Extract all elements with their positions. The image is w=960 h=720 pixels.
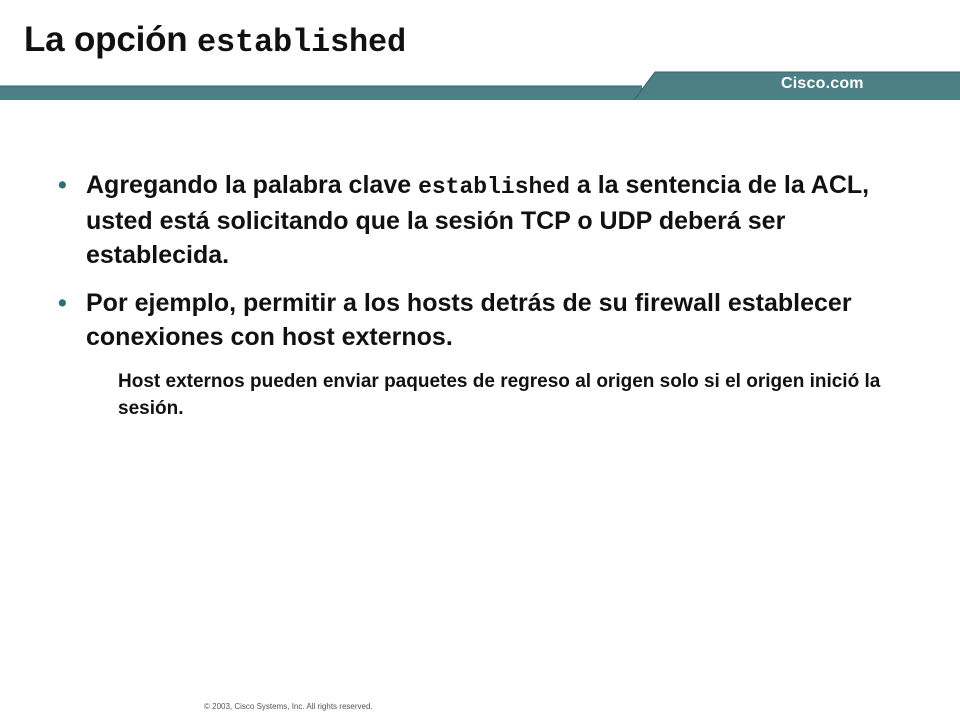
bullet-text-cont: a la sentencia de la ACL, usted está solicitando que la sesión TCP o UDP deberá ser establecida. <box>86 171 870 269</box>
title-code: established <box>197 24 407 61</box>
bullet-item <box>56 168 916 272</box>
sub-point-text: Host externos pueden enviar paquetes de regreso al origen solo si el origen inició la sesión. <box>118 371 881 419</box>
brand-logo-text: Cisco.com <box>781 75 864 92</box>
slide-title <box>24 20 406 61</box>
title-text: La opción <box>24 20 198 59</box>
header-bar-left <box>0 86 642 100</box>
bullet-text: Por ejemplo, permitir a los hosts detrás de su firewall establecer conexiones con host externos. <box>86 289 852 351</box>
bullet-text: Agregando la palabra clave <box>86 171 419 199</box>
bullet-dot-icon: • <box>58 289 67 317</box>
bullet-dot-icon: • <box>58 171 67 199</box>
bullet-item <box>56 286 916 354</box>
bullet-code: established <box>418 174 570 200</box>
copyright-footer: © 2003, Cisco Systems, Inc. All rights reserved. <box>204 702 373 711</box>
slide-body <box>56 168 916 422</box>
